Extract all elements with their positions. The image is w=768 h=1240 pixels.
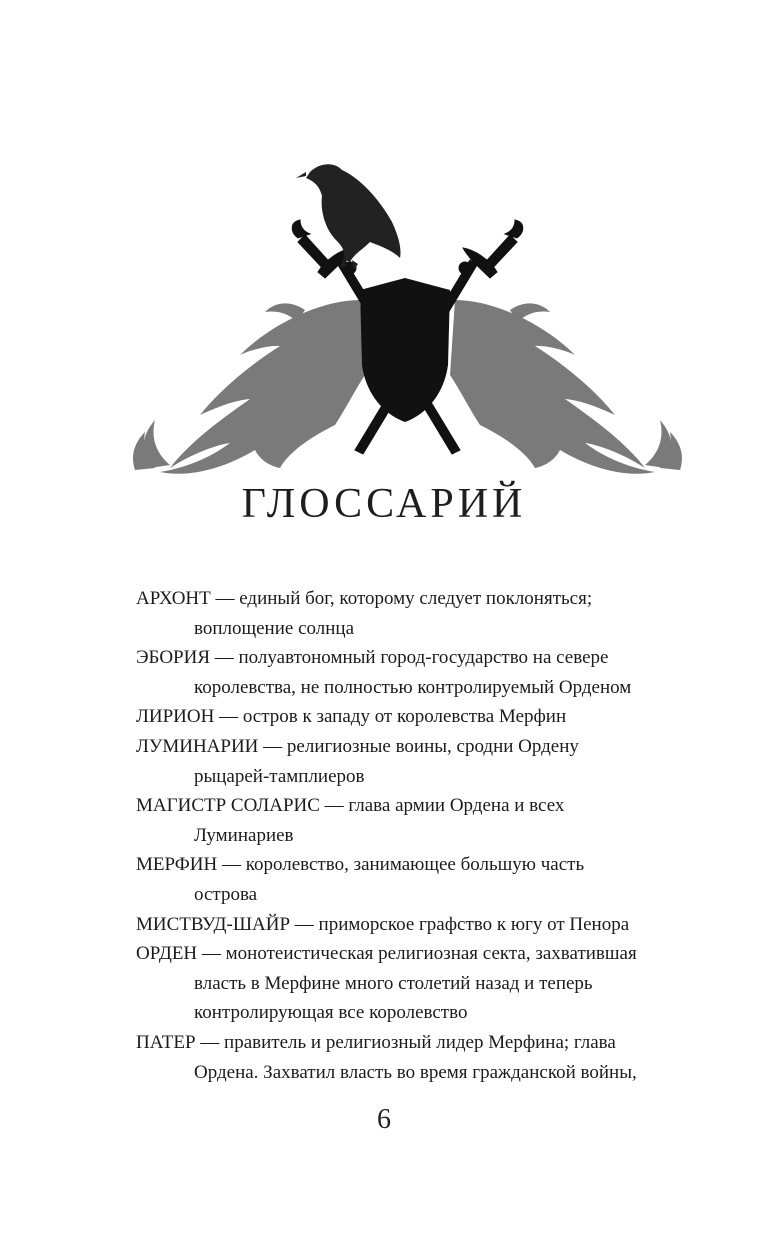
glossary-line: власть в Мерфине много столетий назад и теперь <box>194 972 593 994</box>
glossary-line: АРХОНТ — единый бог, которому следует поклоняться; <box>136 588 593 609</box>
glossary-entry-orden <box>136 939 696 1028</box>
glossary-line: рыцарей-тамплиеров <box>194 765 365 787</box>
glossary-line: воплощение солнца <box>194 617 355 639</box>
emblem-illustration <box>130 150 685 495</box>
glossary-line: королевства, не полностью контролируемый Орденом <box>194 676 632 698</box>
page-number: 6 <box>377 1104 391 1135</box>
glossary-entry-lirion <box>136 702 696 732</box>
glossary-line: МЕРФИН — королевство, занимающее большую часть <box>136 854 585 876</box>
glossary-line: ПАТЕР — правитель и религиозный лидер Мерфина; глава <box>136 1031 616 1053</box>
glossary-line: Луминариев <box>194 824 294 846</box>
glossary-entry-pater <box>136 1028 696 1087</box>
glossary-entry-magistr-solaris <box>136 791 696 850</box>
glossary-entry-eboria <box>136 643 696 702</box>
page-title: ГЛОССАРИЙ <box>241 481 527 527</box>
shield-icon <box>360 278 450 422</box>
glossary-entry-archont <box>136 584 696 643</box>
glossary-entry-mistvud-shair <box>136 910 696 940</box>
glossary-line: ЛИРИОН — остров к западу от королевства Мерфин <box>136 706 567 728</box>
glossary-line: ОРДЕН — монотеистическая религиозная секта, захватившая <box>136 943 637 965</box>
glossary-line: ЭБОРИЯ — полуавтономный город-государство на севере <box>136 647 609 669</box>
glossary-list <box>136 584 696 1087</box>
glossary-entry-luminarii <box>136 732 696 791</box>
glossary-line: контролирующая все королевство <box>194 1002 468 1024</box>
glossary-line: острова <box>194 883 258 905</box>
glossary-entry-merfin <box>136 850 696 909</box>
glossary-line: МИСТВУД-ШАЙР — приморское графство к югу от Пенора <box>136 913 630 935</box>
glossary-line: МАГИСТР СОЛАРИС — глава армии Ордена и всех <box>136 795 565 817</box>
emblem <box>130 150 685 495</box>
glossary-line: ЛУМИНАРИИ — религиозные воины, сродни Ордену <box>136 735 579 757</box>
glossary-line: Ордена. Захватил власть во время гражданской войны, <box>194 1061 637 1083</box>
